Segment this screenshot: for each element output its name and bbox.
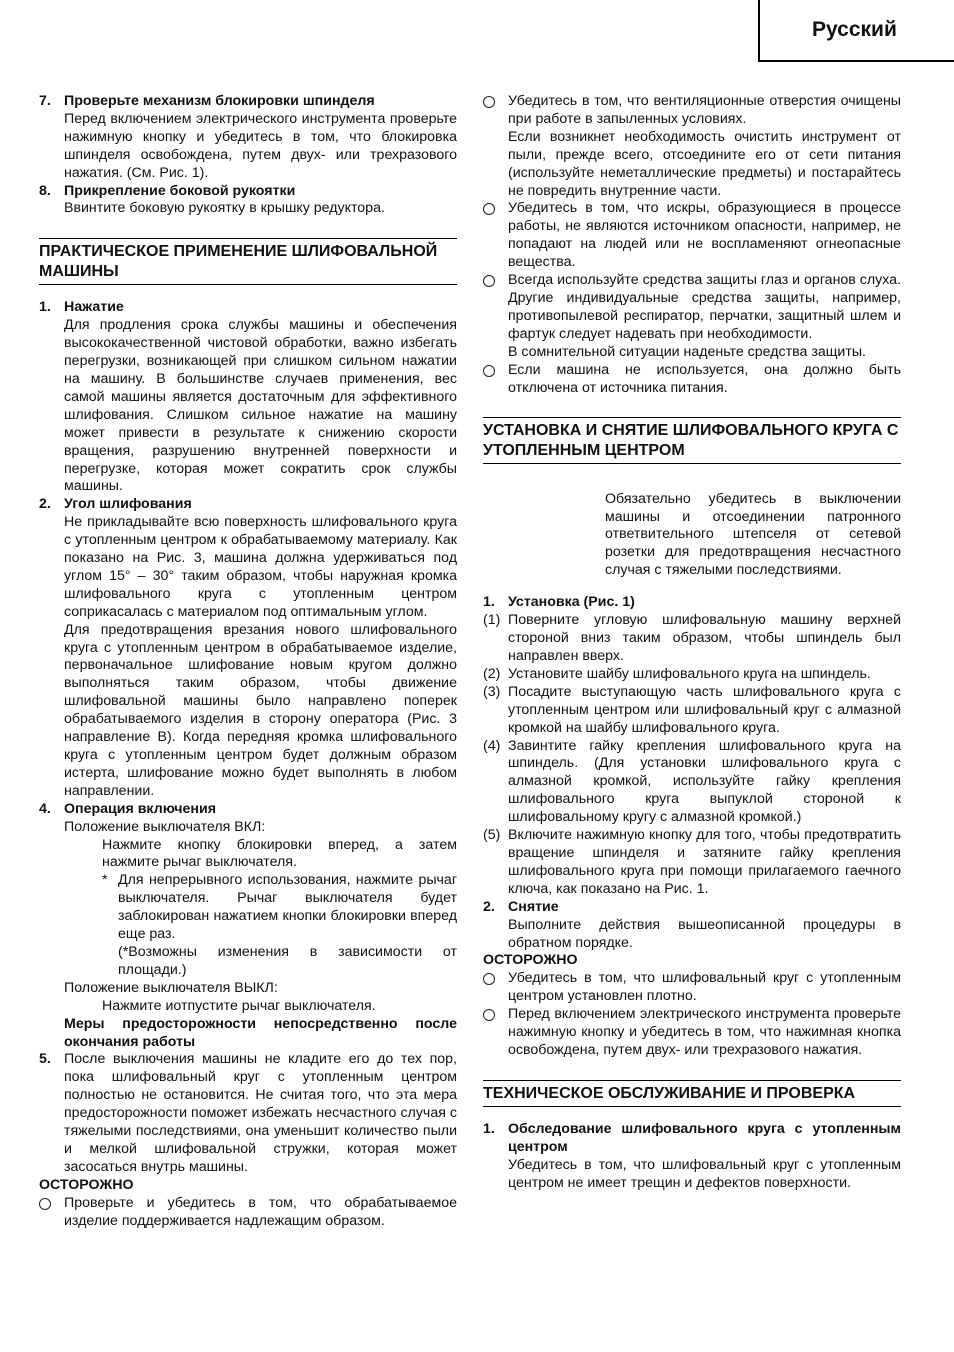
caution-item: [483, 1006, 901, 1060]
item-title: Угол шлифования: [64, 496, 192, 513]
s2-text-1: Не прикладывайте всю поверхность шлифовального круга с утопленным центром к обрабатываемому материалу. Как показано на Рис. 3, машина должна удерживаться под углом 15° – 30° таким образом, чтобы наружная кромка шлифовального круга с утопленным центром соприкасалась с материалом под оптимальным углом.: [64, 514, 457, 620]
step-number: (5): [483, 827, 501, 844]
step-number: (3): [483, 683, 501, 700]
item-number: 4.: [39, 800, 51, 817]
step-number: (2): [483, 665, 501, 682]
item8-heading: [39, 183, 457, 201]
section-title-application: ПРАКТИЧЕСКОЕ ПРИМЕНЕНИЕ ШЛИФОВАЛЬНОЙ МАШИНЫ: [39, 238, 457, 285]
installation-step: [483, 684, 901, 738]
continuous-use-note: [39, 872, 457, 944]
bullet-text: В сомнительной ситуации наденьте средства защиты.: [508, 343, 866, 360]
installation-step: [483, 827, 901, 899]
caution-title: ОСТОРОЖНО: [39, 1176, 134, 1193]
item-title: Обследование шлифовального круга с утопленным центром: [508, 1120, 901, 1155]
caution-item: [483, 970, 901, 1006]
switch-off-label: Положение выключателя ВЫКЛ:: [64, 979, 278, 996]
language-tab: [758, 0, 954, 62]
s2-heading: [39, 496, 457, 514]
item-title: Прикрепление боковой рукоятки: [64, 182, 296, 199]
bullet-text: Другие индивидуальные средства защиты, например, противопылевой респиратор, перчатки, защитный шлем и фартук следует надевать при необходимости.: [508, 289, 901, 342]
s5-item: [39, 1051, 457, 1176]
item-number: 1.: [483, 1120, 495, 1137]
area-note: (*Возможны изменения в зависимости от площади.): [118, 943, 457, 978]
item-title: Нажатие: [64, 299, 124, 316]
switch-on-text: Нажмите кнопку блокировки вперед, а затем нажмите рычаг выключателя.: [102, 836, 457, 871]
caution-text: Перед включением электрического инструмента проверьте нажимную кнопку и убедитесь в том, что нажимная кнопка освобождена, путем двух- или трехразового нажатия.: [508, 1006, 901, 1058]
step-text: Включите нажимную кнопку для того, чтобы предотвратить вращение шпинделя и затяните гайку крепления шлифовального круга при помощи прилагаемого гаечного ключа, как показано на Рис. 1.: [508, 827, 901, 897]
circle-bullet-icon: [483, 96, 495, 108]
step-number: (1): [483, 612, 501, 629]
bullet-text: Убедитесь в том, что искры, образующиеся в процессе работы, не являются источником опасности, например, не попадают на людей или не воспламеняют огнеопасные вещества.: [508, 200, 901, 271]
caution-item: [39, 1195, 457, 1231]
installation-step: [483, 612, 901, 666]
item8-text: Ввинтите боковую рукоятку в крышку редуктора.: [64, 200, 385, 217]
item-number: 2.: [39, 496, 51, 513]
s4-heading: [39, 801, 457, 819]
continuous-use-text: Для непрерывного использования, нажмите рычаг выключателя. Рычаг выключателя будет заблокирован нажатием кнопки блокировки вперед ещe раз.: [118, 872, 457, 943]
bullet-item: [483, 93, 901, 200]
left-column: [39, 93, 457, 1230]
removal-text: Выполните действия вышеописанной процедуры в обратном порядке.: [508, 916, 901, 951]
removal-heading: [483, 899, 901, 917]
switch-off-text: Нажмите иотпустите рычаг выключателя.: [102, 997, 376, 1014]
item-title: Снятие: [508, 898, 559, 915]
circle-bullet-icon: [39, 1198, 51, 1210]
bullet-item: [483, 362, 901, 398]
circle-bullet-icon: [483, 973, 495, 985]
item-number: 1.: [483, 594, 495, 611]
circle-bullet-icon: [483, 203, 495, 215]
maintenance-heading: [483, 1121, 901, 1157]
caution-text: Убедитесь в том, что шлифовальный круг с утопленным центром установлен плотно.: [508, 970, 901, 1005]
caution-text: Проверьте и убедитесь в том, что обрабатываемое изделие поддерживается надлежащим образом.: [64, 1194, 457, 1229]
item7-text: Перед включением электрического инструмента проверьте нажимную кнопку и убедитесь в том, что блокировка шпинделя освобождена, путем двух- или трехразового нажатия. (См. Рис. 1).: [64, 110, 457, 181]
installation-step: [483, 738, 901, 828]
bullet-item: [483, 272, 901, 362]
section-title-maintenance: ТЕХНИЧЕСКОЕ ОБСЛУЖИВАНИЕ И ПРОВЕРКА: [483, 1080, 901, 1107]
installation-heading: [483, 594, 901, 612]
bullet-text: Всегда используйте средства защиты глаз и органов слуха.: [508, 272, 902, 289]
s1-text: Для продления срока службы машины и обеспечения высококачественной чистовой обработки, важно избегать перегрузки, возникающей при слишком сильном нажатии на машину. В большинстве случаев применения, вес самой машины является достаточным для эффективного шлифования. Слишком сильное нажатие на машину может привести в результате к снижению скорости вращения, разрушению внутренней поверхности и перегрузке, которая может сократить срок службы машины.: [64, 317, 457, 495]
circle-bullet-icon: [483, 1009, 495, 1021]
asterisk-mark: *: [102, 872, 108, 889]
precaution-title: Меры предосторожности непосредственно после окончания работы: [64, 1015, 457, 1050]
item-number: 7.: [39, 93, 51, 109]
circle-bullet-icon: [483, 275, 495, 287]
warning-text: Обязательно убедитесь в выключении машины и отсоединении патронного ответвительного штепселя от сетевой розетки для предотвращения несчастного случая с тяжелыми последствиями.: [605, 490, 901, 579]
step-text: Завинтите гайку крепления шлифовального круга на шпиндель. (Для установки шлифовального круга с алмазной кромкой, используйте гайку крепления шлифовального круга выпуклой стороной к шлифовальному кругу с алмазной кромкой.): [508, 737, 901, 826]
s5-text: После выключения машины не кладите его до тех пор, пока шлифовальный круг с утопленным центром полностью не остановится. Не считая того, что эта мера предосторожности поможет избежать несчастного случая с тяжелыми последствиями, она уменьшит количество пыли и мелкой шлифовальной стружки, которая может засосаться внутрь машины.: [64, 1051, 457, 1175]
bullet-item: [483, 200, 901, 272]
step-text: Установите шайбу шлифовального круга на шпиндель.: [508, 665, 871, 682]
item-number: 8.: [39, 182, 51, 199]
s1-heading: [39, 299, 457, 317]
item-title: Установка (Рис. 1): [508, 594, 635, 611]
item7-heading: [39, 93, 457, 111]
item-number: 2.: [483, 898, 495, 915]
item-title: Операция включения: [64, 800, 216, 817]
item-title: Проверьте механизм блокировки шпинделя: [64, 93, 375, 109]
maintenance-text: Убедитесь в том, что шлифовальный круг с утопленным центром не имеет трещин и дефектов поверхности.: [508, 1156, 901, 1191]
installation-steps: [483, 612, 901, 899]
language-label: Русский: [812, 18, 897, 41]
section-title-installation: УСТАНОВКА И СНЯТИЕ ШЛИФОВАЛЬНОГО КРУГА С УТОПЛЕННЫМ ЦЕНТРОМ: [483, 417, 901, 464]
s2-text-2: Для предотвращения врезания нового шлифовального круга с утопленным центром в обрабатываемое изделие, первоначальное шлифование новым кругом должно выполняться таким образом, чтобы движение шлифовальной машины было направлено поперек обрабатываемого изделия в сторону оператора (Рис. 3 направление B). Когда передняя кромка шлифовального круга с утопленным центром будет должным образом истерта, шлифование можно будет выполнять в любом направлении.: [64, 621, 457, 799]
circle-bullet-icon: [483, 365, 495, 377]
switch-on-label: Положение выключателя ВКЛ:: [64, 818, 266, 835]
bullet-text: Убедитесь в том, что вентиляционные отверстия очищены при работе в запыленных условиях.: [508, 93, 901, 127]
bullet-text: Если возникнет необходимость очистить инструмент от пыли, прежде всего, отсоедините его от сети питания (используйте неметаллические предметы) и постарайтесь не повредить внутренние части.: [508, 128, 901, 199]
step-number: (4): [483, 737, 501, 754]
step-text: Поверните угловую шлифовальную машину верхней стороной вниз таким образом, чтобы шпиндель был направлен вверх.: [508, 612, 901, 665]
step-text: Посадите выступающую часть шлифовального круга с утопленным центром или шлифовальный круг с алмазной кромкой на шайбу шлифовального круга.: [508, 683, 901, 736]
installation-step: [483, 666, 901, 684]
item-number: 5.: [39, 1051, 51, 1068]
right-column: [483, 93, 901, 1193]
caution-title: ОСТОРОЖНО: [483, 952, 578, 969]
bullet-text: Если машина не используется, она должно быть отключена от источника питания.: [508, 361, 901, 396]
item-number: 1.: [39, 299, 51, 316]
